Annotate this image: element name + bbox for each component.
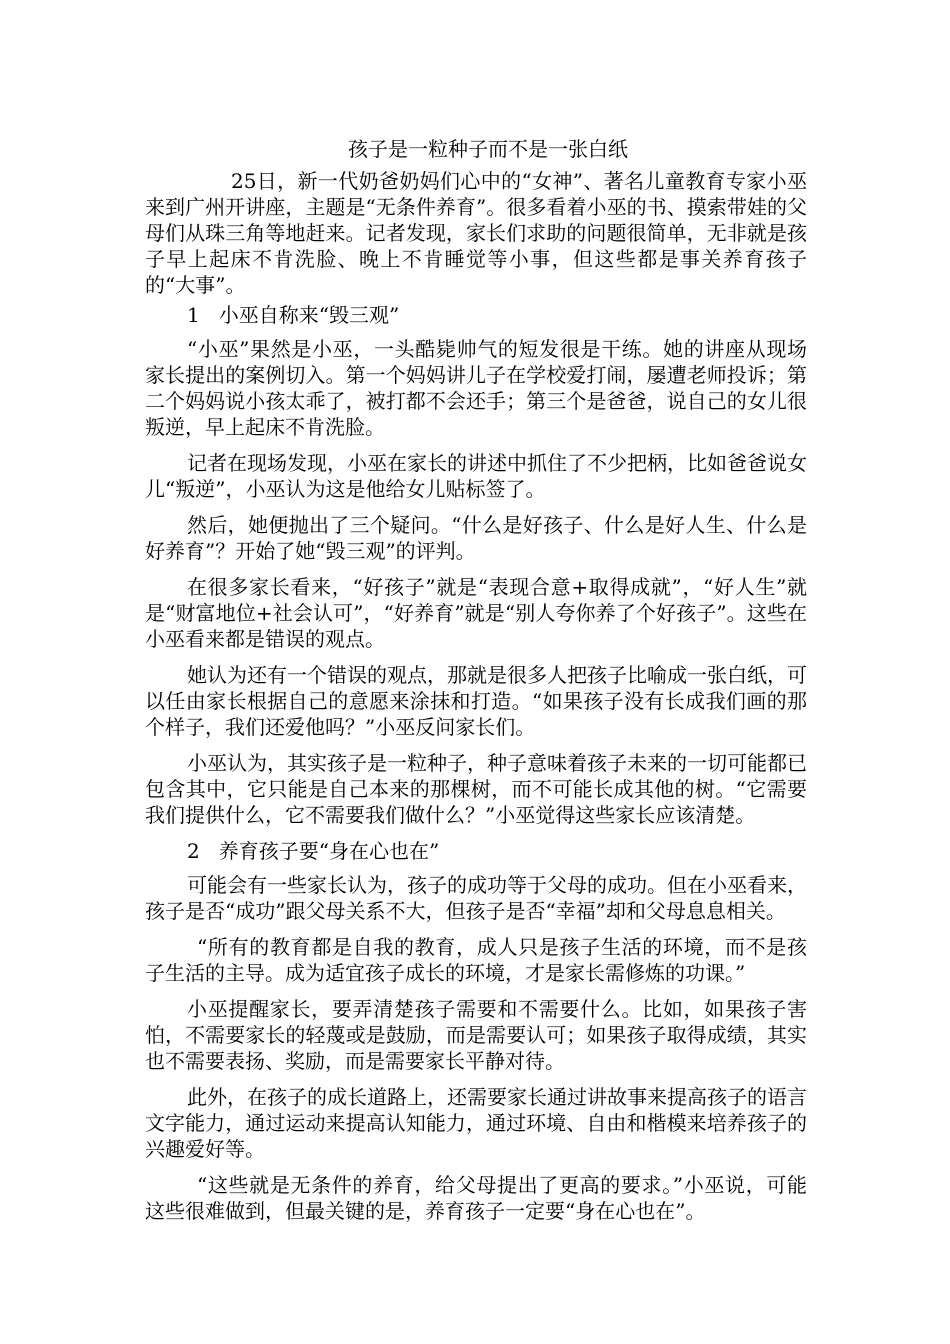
quote-paragraph: “这些就是无条件的养育，给父母提出了更高的要求。”小巫说，可能这些很难做到，但最关键的是，养育孩子一定要“身在心也在”。 bbox=[145, 1173, 807, 1223]
paragraph: “小巫”果然是小巫，一头酷毙帅气的短发很是干练。她的讲座从现场家长提出的案例切入。第一个妈妈讲儿子在学校爱打闹，屡遭老师投诉；第二个妈妈说小孩太乖了，被打都不会还手；第三个是爸爸，说自己的女儿很叛逆，早上起床不肯洗脸。 bbox=[145, 337, 807, 439]
paragraph: 她认为还有一个错误的观点，那就是很多人把孩子比喻成一张白纸，可以任由家长根据自己的意愿来涂抹和打造。“如果孩子没有长成我们画的那个样子，我们还爱他吗？”小巫反问家长们。 bbox=[145, 663, 807, 739]
section-heading-1: 1 小巫自称来“毁三观” bbox=[187, 303, 400, 327]
paragraph: 小巫提醒家长，要弄清楚孩子需要和不需要什么。比如，如果孩子害怕，不需要家长的轻蔑或是鼓励，而是需要认可；如果孩子取得成绩，其实也不需要表扬、奖励，而是需要家长平静对待。 bbox=[145, 997, 807, 1073]
paragraph: 记者在现场发现，小巫在家长的讲述中抓住了不少把柄，比如爸爸说女儿“叛逆”，小巫认为这是他给女儿贴标签了。 bbox=[145, 451, 807, 501]
paragraph: 然后，她便抛出了三个疑问。“什么是好孩子、什么是好人生、什么是好养育”？开始了她“毁三观”的评判。 bbox=[145, 513, 807, 563]
paragraph: 可能会有一些家长认为，孩子的成功等于父母的成功。但在小巫看来，孩子是否“成功”跟父母关系不大，但孩子是否“幸福”却和父母息息相关。 bbox=[145, 873, 807, 923]
quote-paragraph: “所有的教育都是自我的教育，成人只是孩子生活的环境，而不是孩子生活的主导。成为适宜孩子成长的环境，才是家长需修炼的功课。” bbox=[145, 935, 807, 985]
paragraph: 在很多家长看来，“好孩子”就是“表现合意+取得成就”，“好人生”就是“财富地位+社会认可”，“好养育”就是“别人夸你养了个好孩子”。这些在小巫看来都是错误的观点。 bbox=[145, 575, 807, 651]
paragraph-lead: 25日，新一代奶爸奶妈们心中的“女神”、著名儿童教育专家小巫来到广州开讲座，主题是“无条件养育”。很多看着小巫的书、摸索带娃的父母们从珠三角等地赶来。记者发现，家长们求助的问题很简单，无非就是孩子早上起床不肯洗脸、晚上不肯睡觉等小事，但这些都是事关养育孩子的“大事”。 bbox=[145, 169, 807, 297]
paragraph: 此外，在孩子的成长道路上，还需要家长通过讲故事来提高孩子的语言文字能力，通过运动来提高认知能力，通过环境、自由和楷模来培养孩子的兴趣爱好等。 bbox=[145, 1085, 807, 1161]
document-title: 孩子是一粒种子而不是一张白纸 bbox=[348, 137, 628, 161]
document-page bbox=[145, 136, 807, 1234]
paragraph: 小巫认为，其实孩子是一粒种子，种子意味着孩子未来的一切可能都已包含其中，它只能是自己本来的那棵树，而不可能长成其他的树。“它需要我们提供什么，它不需要我们做什么？”小巫觉得这些家长应该清楚。 bbox=[145, 751, 807, 827]
section-heading-2: 2 养育孩子要“身在心也在” bbox=[187, 839, 440, 863]
